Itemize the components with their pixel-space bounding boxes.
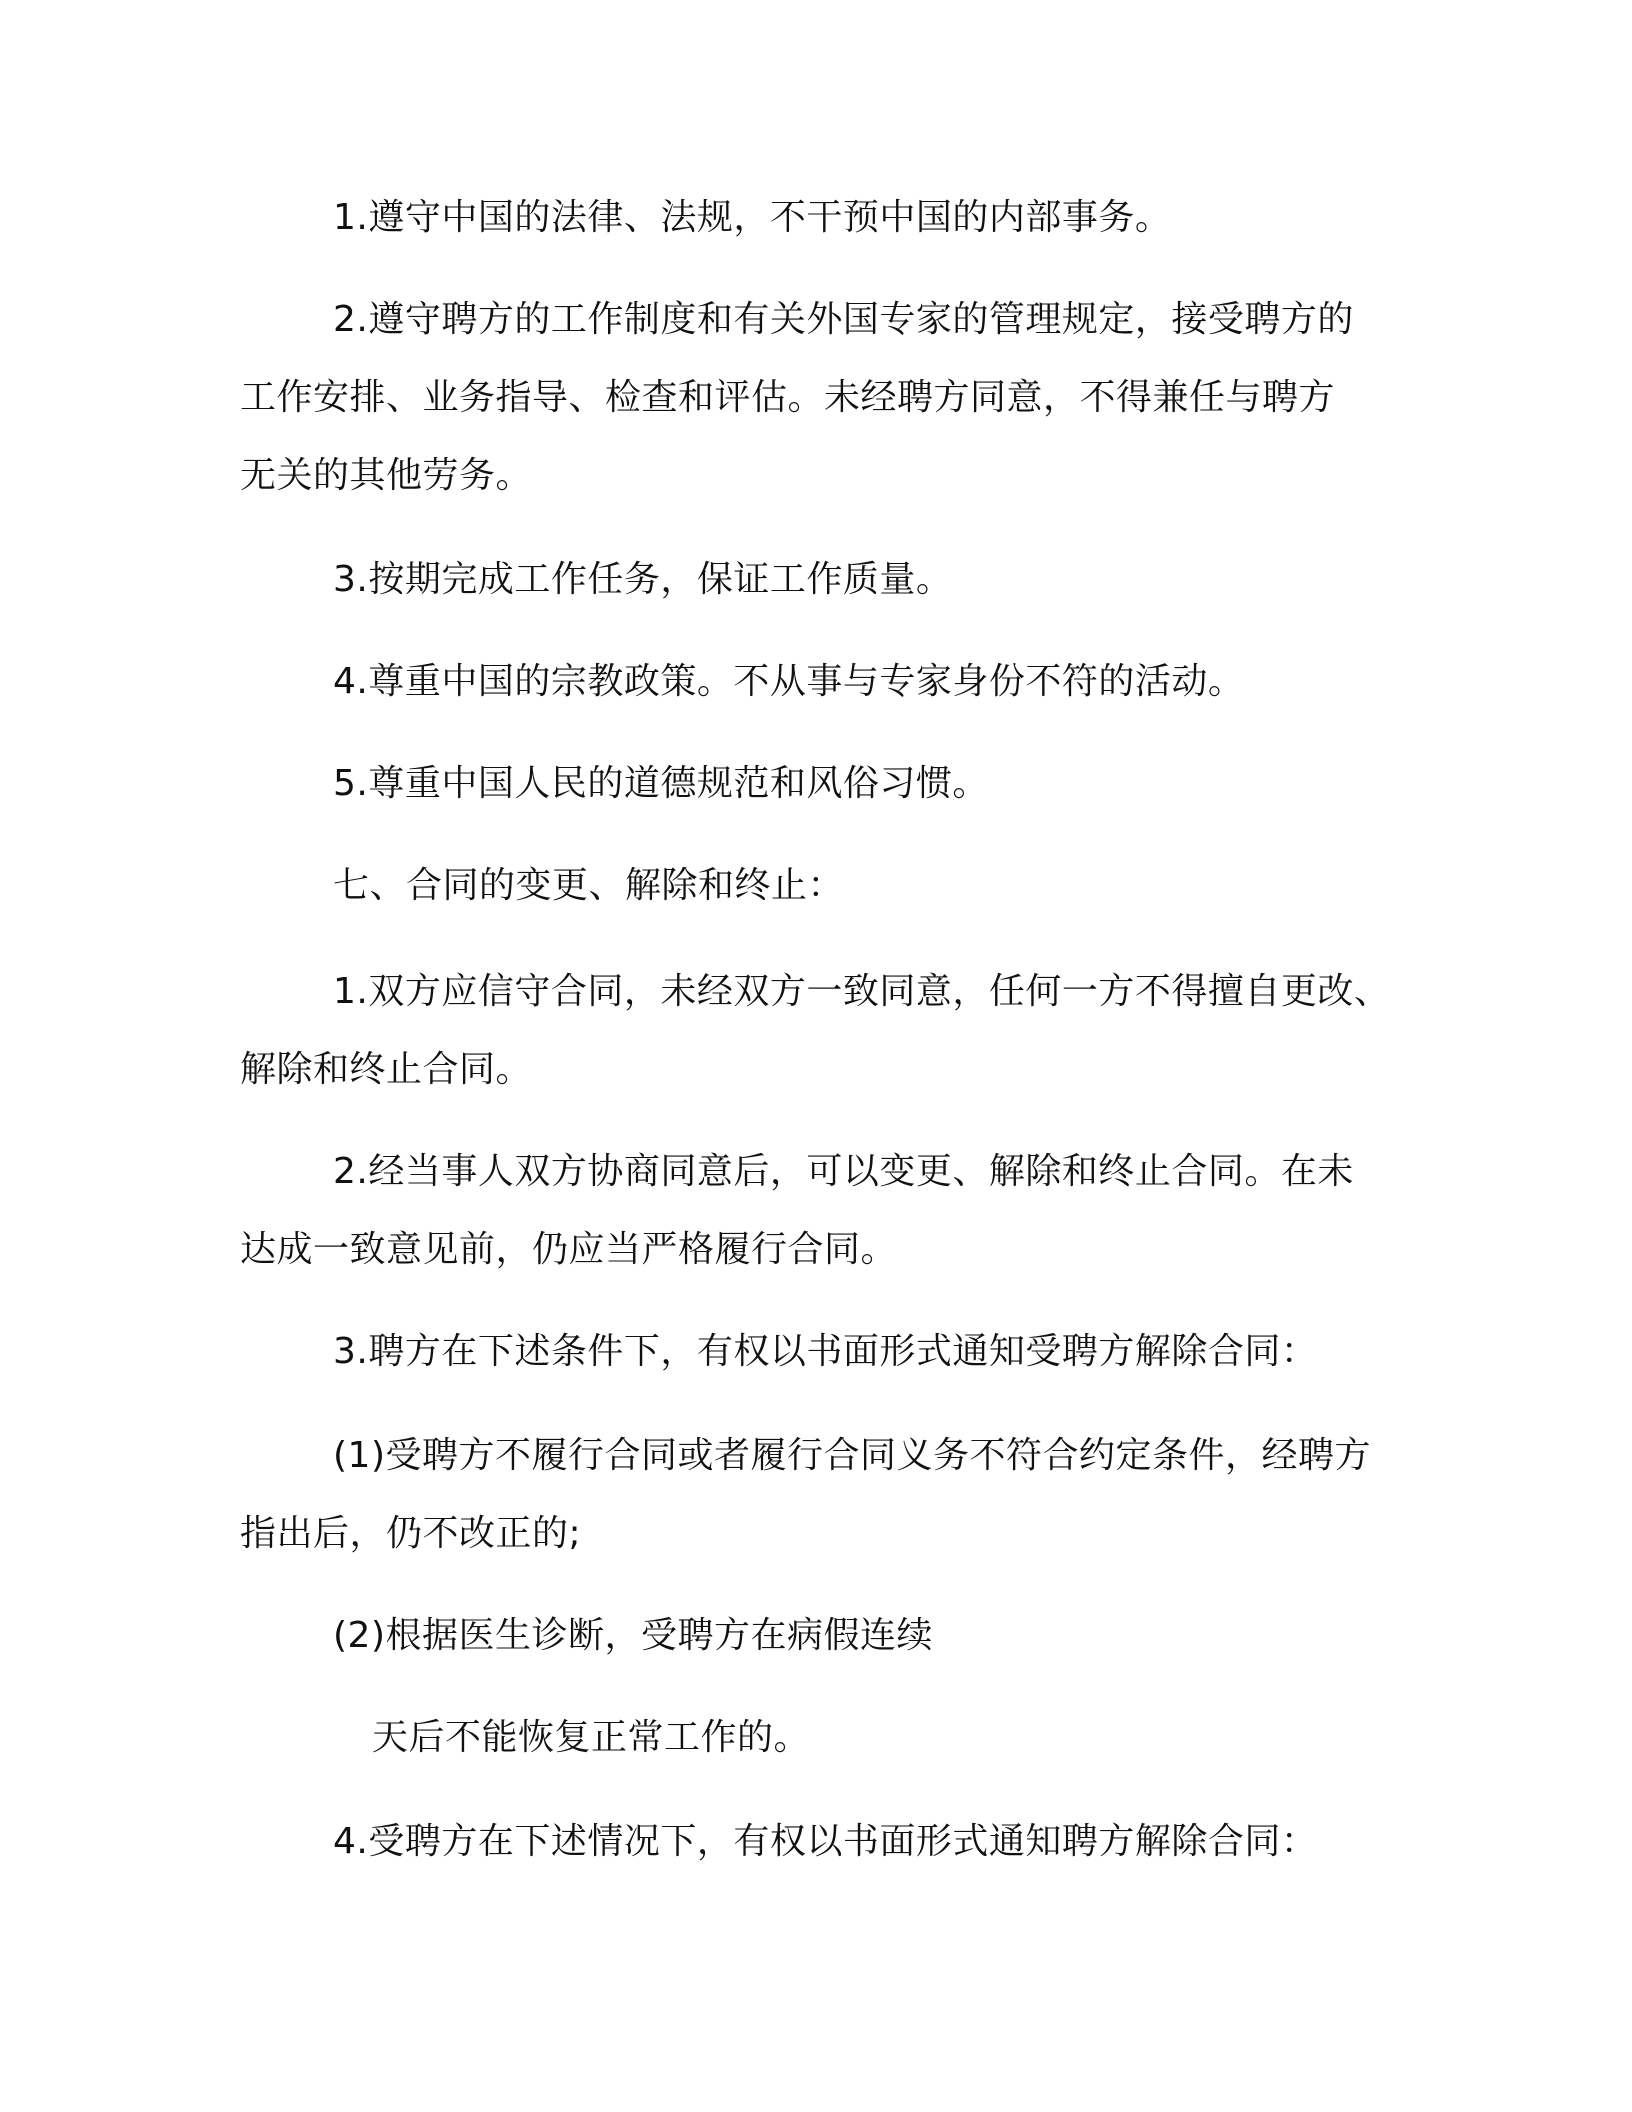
text-line-12: 达成一致意见前，仍应当严格履行合同。 (240, 1229, 898, 1270)
text-line-9: 1.双方应信守合同，未经双方一致同意，任何一方不得擅自更改、 (333, 971, 1391, 1012)
section-heading: 七、合同的变更、解除和终止： (333, 865, 845, 906)
text-line-13: 3.聘方在下述条件下，有权以书面形式通知受聘方解除合同： (333, 1331, 1318, 1372)
text-line-14: (1)受聘方不履行合同或者履行合同义务不符合约定条件，经聘方 (333, 1435, 1371, 1476)
text-line-4: 无关的其他劳务。 (240, 455, 533, 496)
text-line-15: 指出后，仍不改正的; (240, 1513, 582, 1554)
text-line-16: (2)根据医生诊断，受聘方在病假连续 (333, 1615, 933, 1656)
text-line-18: 4.受聘方在下述情况下，有权以书面形式通知聘方解除合同： (333, 1821, 1318, 1862)
text-line-6: 4.尊重中国的宗教政策。不从事与专家身份不符的活动。 (333, 661, 1245, 702)
text-line-11: 2.经当事人双方协商同意后，可以变更、解除和终止合同。在未 (333, 1151, 1354, 1192)
text-line-10: 解除和终止合同。 (240, 1049, 533, 1090)
text-line-3: 工作安排、业务指导、检查和评估。未经聘方同意，不得兼任与聘方 (240, 377, 1336, 418)
text-line-2: 2.遵守聘方的工作制度和有关外国专家的管理规定，接受聘方的 (333, 299, 1354, 340)
text-line-7: 5.尊重中国人民的道德规范和风俗习惯。 (333, 763, 989, 804)
text-line-5: 3.按期完成工作任务，保证工作质量。 (333, 559, 953, 600)
text-line-17: 天后不能恢复正常工作的。 (372, 1717, 811, 1758)
text-line-1: 1.遵守中国的法律、法规，不干预中国的内部事务。 (333, 197, 1172, 238)
